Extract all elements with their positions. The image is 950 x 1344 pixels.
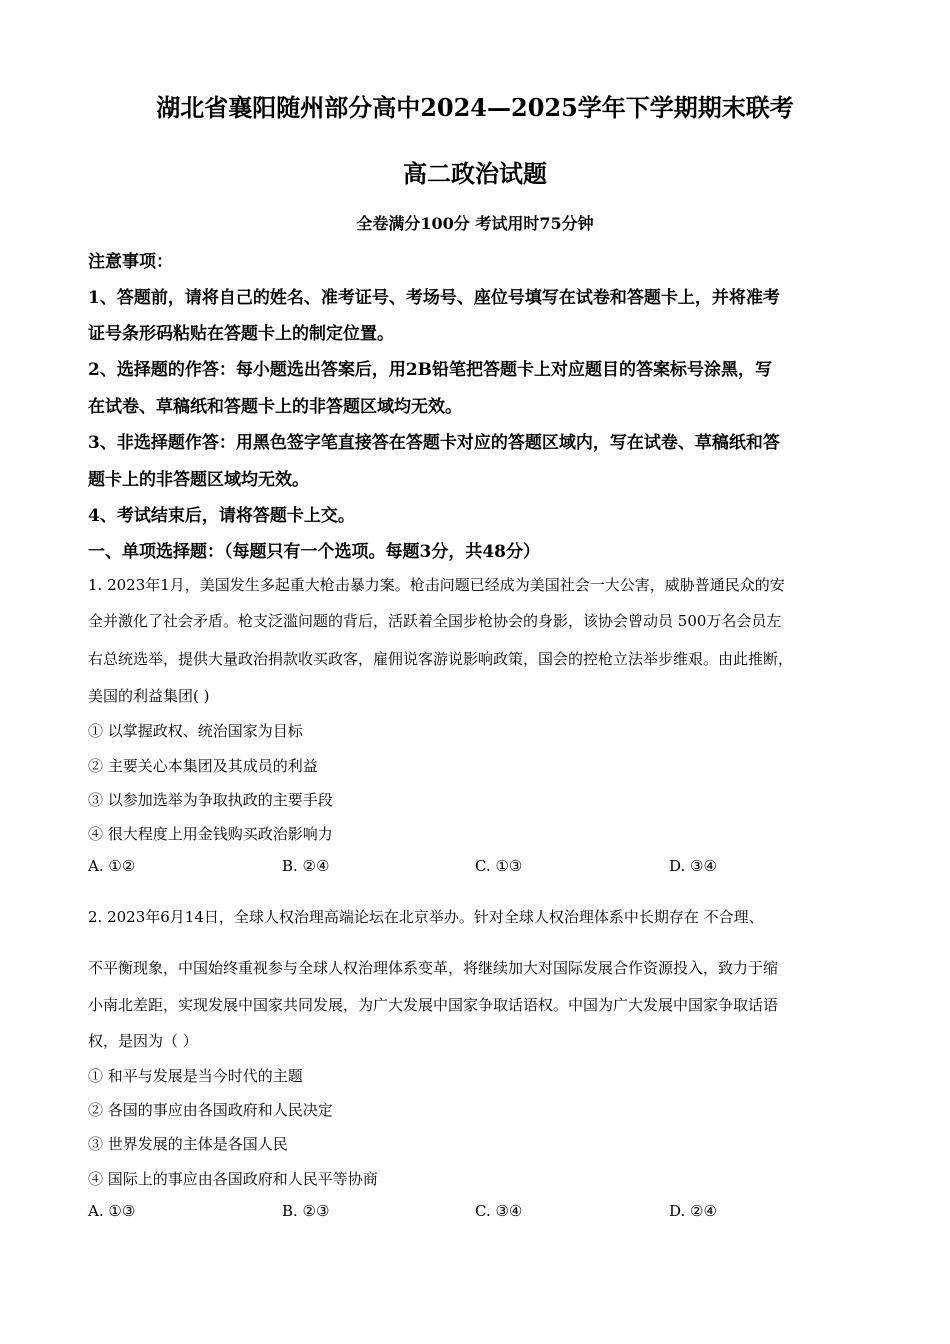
question-item: ④ 国际上的事应由各国政府和人民平等协商: [88, 1170, 378, 1188]
notes-line: 1、答题前，请将自己的姓名、准考证号、考场号、座位号填写在试卷和答题卡上，并将准考: [88, 288, 780, 308]
question-stem-line: 1. 2023年1月，美国发生多起重大枪击暴力案。枪击问题已经成为美国社会一大公害，威胁普通民众的安: [88, 576, 785, 594]
question-item: ② 主要关心本集团及其成员的利益: [88, 757, 318, 775]
choice-a: A. ①②: [88, 857, 136, 875]
exam-title: 湖北省襄阳随州部分高中2024—2025学年下学期期末联考: [156, 93, 794, 122]
notes-heading: 注意事项：: [88, 252, 173, 272]
exam-info: 全卷满分100分 考试用时75分钟: [356, 214, 594, 233]
choice-c: C. ③④: [475, 1202, 523, 1220]
question-item: ③ 以参加选举为争取执政的主要手段: [88, 791, 333, 809]
question-stem-line: 全并激化了社会矛盾。枪支泛滥问题的背后，活跃着全国步枪协会的身影，该协会曾动员 500万名会员左: [88, 612, 782, 630]
question-stem-line: 小南北差距，实现发展中国家共同发展，为广大发展中国家争取话语权。中国为广大发展中国家争取话语: [88, 996, 779, 1014]
notes-line: 4、考试结束后，请将答题卡上交。: [88, 506, 355, 526]
notes-line: 3、非选择题作答：用黑色签字笔直接答在答题卡对应的答题区域内，写在试卷、草稿纸和答: [88, 433, 780, 453]
choice-c: C. ①③: [475, 857, 523, 875]
choice-b: B. ②③: [282, 1202, 330, 1220]
notes-line: 证号条形码粘贴在答题卡上的制定位置。: [88, 324, 394, 344]
notes-line: 题卡上的非答题区域均无效。: [88, 470, 309, 490]
question-item: ② 各国的事应由各国政府和人民决定: [88, 1101, 333, 1119]
question-item: ④ 很大程度上用金钱购买政治影响力: [88, 825, 333, 843]
notes-line: 在试卷、草稿纸和答题卡上的非答题区域均无效。: [88, 397, 462, 417]
choice-d: D. ③④: [669, 857, 717, 875]
notes-line: 2、选择题的作答：每小题选出答案后，用2B铅笔把答题卡上对应题目的答案标号涂黑，写: [88, 360, 773, 380]
choice-a: A. ①③: [88, 1202, 136, 1220]
section-heading: 一、单项选择题：（每题只有一个选项。每题3分，共48分）: [88, 542, 540, 562]
question-stem-line: 权，是因为（ ）: [88, 1032, 198, 1050]
choice-d: D. ②④: [669, 1202, 717, 1220]
question-stem-line: 不平衡现象，中国始终重视参与全球人权治理体系变革，将继续加大对国际发展合作资源投入，致力于缩: [88, 959, 779, 977]
question-stem-line: 美国的利益集团( ): [88, 687, 210, 705]
question-item: ③ 世界发展的主体是各国人民: [88, 1135, 288, 1153]
choice-b: B. ②④: [282, 857, 330, 875]
exam-subtitle: 高二政治试题: [403, 159, 547, 188]
question-item: ① 和平与发展是当今时代的主题: [88, 1067, 303, 1085]
question-stem-line: 右总统选举，提供大量政治捐款收买政客，雇佣说客游说影响政策，国会的控枪立法举步维艰。由此推断，: [88, 650, 794, 668]
question-item: ① 以掌握政权、统治国家为目标: [88, 722, 303, 740]
question-stem-line: 2. 2023年6月14日，全球人权治理高端论坛在北京举办。针对全球人权治理体系中长期存在 不合理、: [88, 908, 764, 926]
